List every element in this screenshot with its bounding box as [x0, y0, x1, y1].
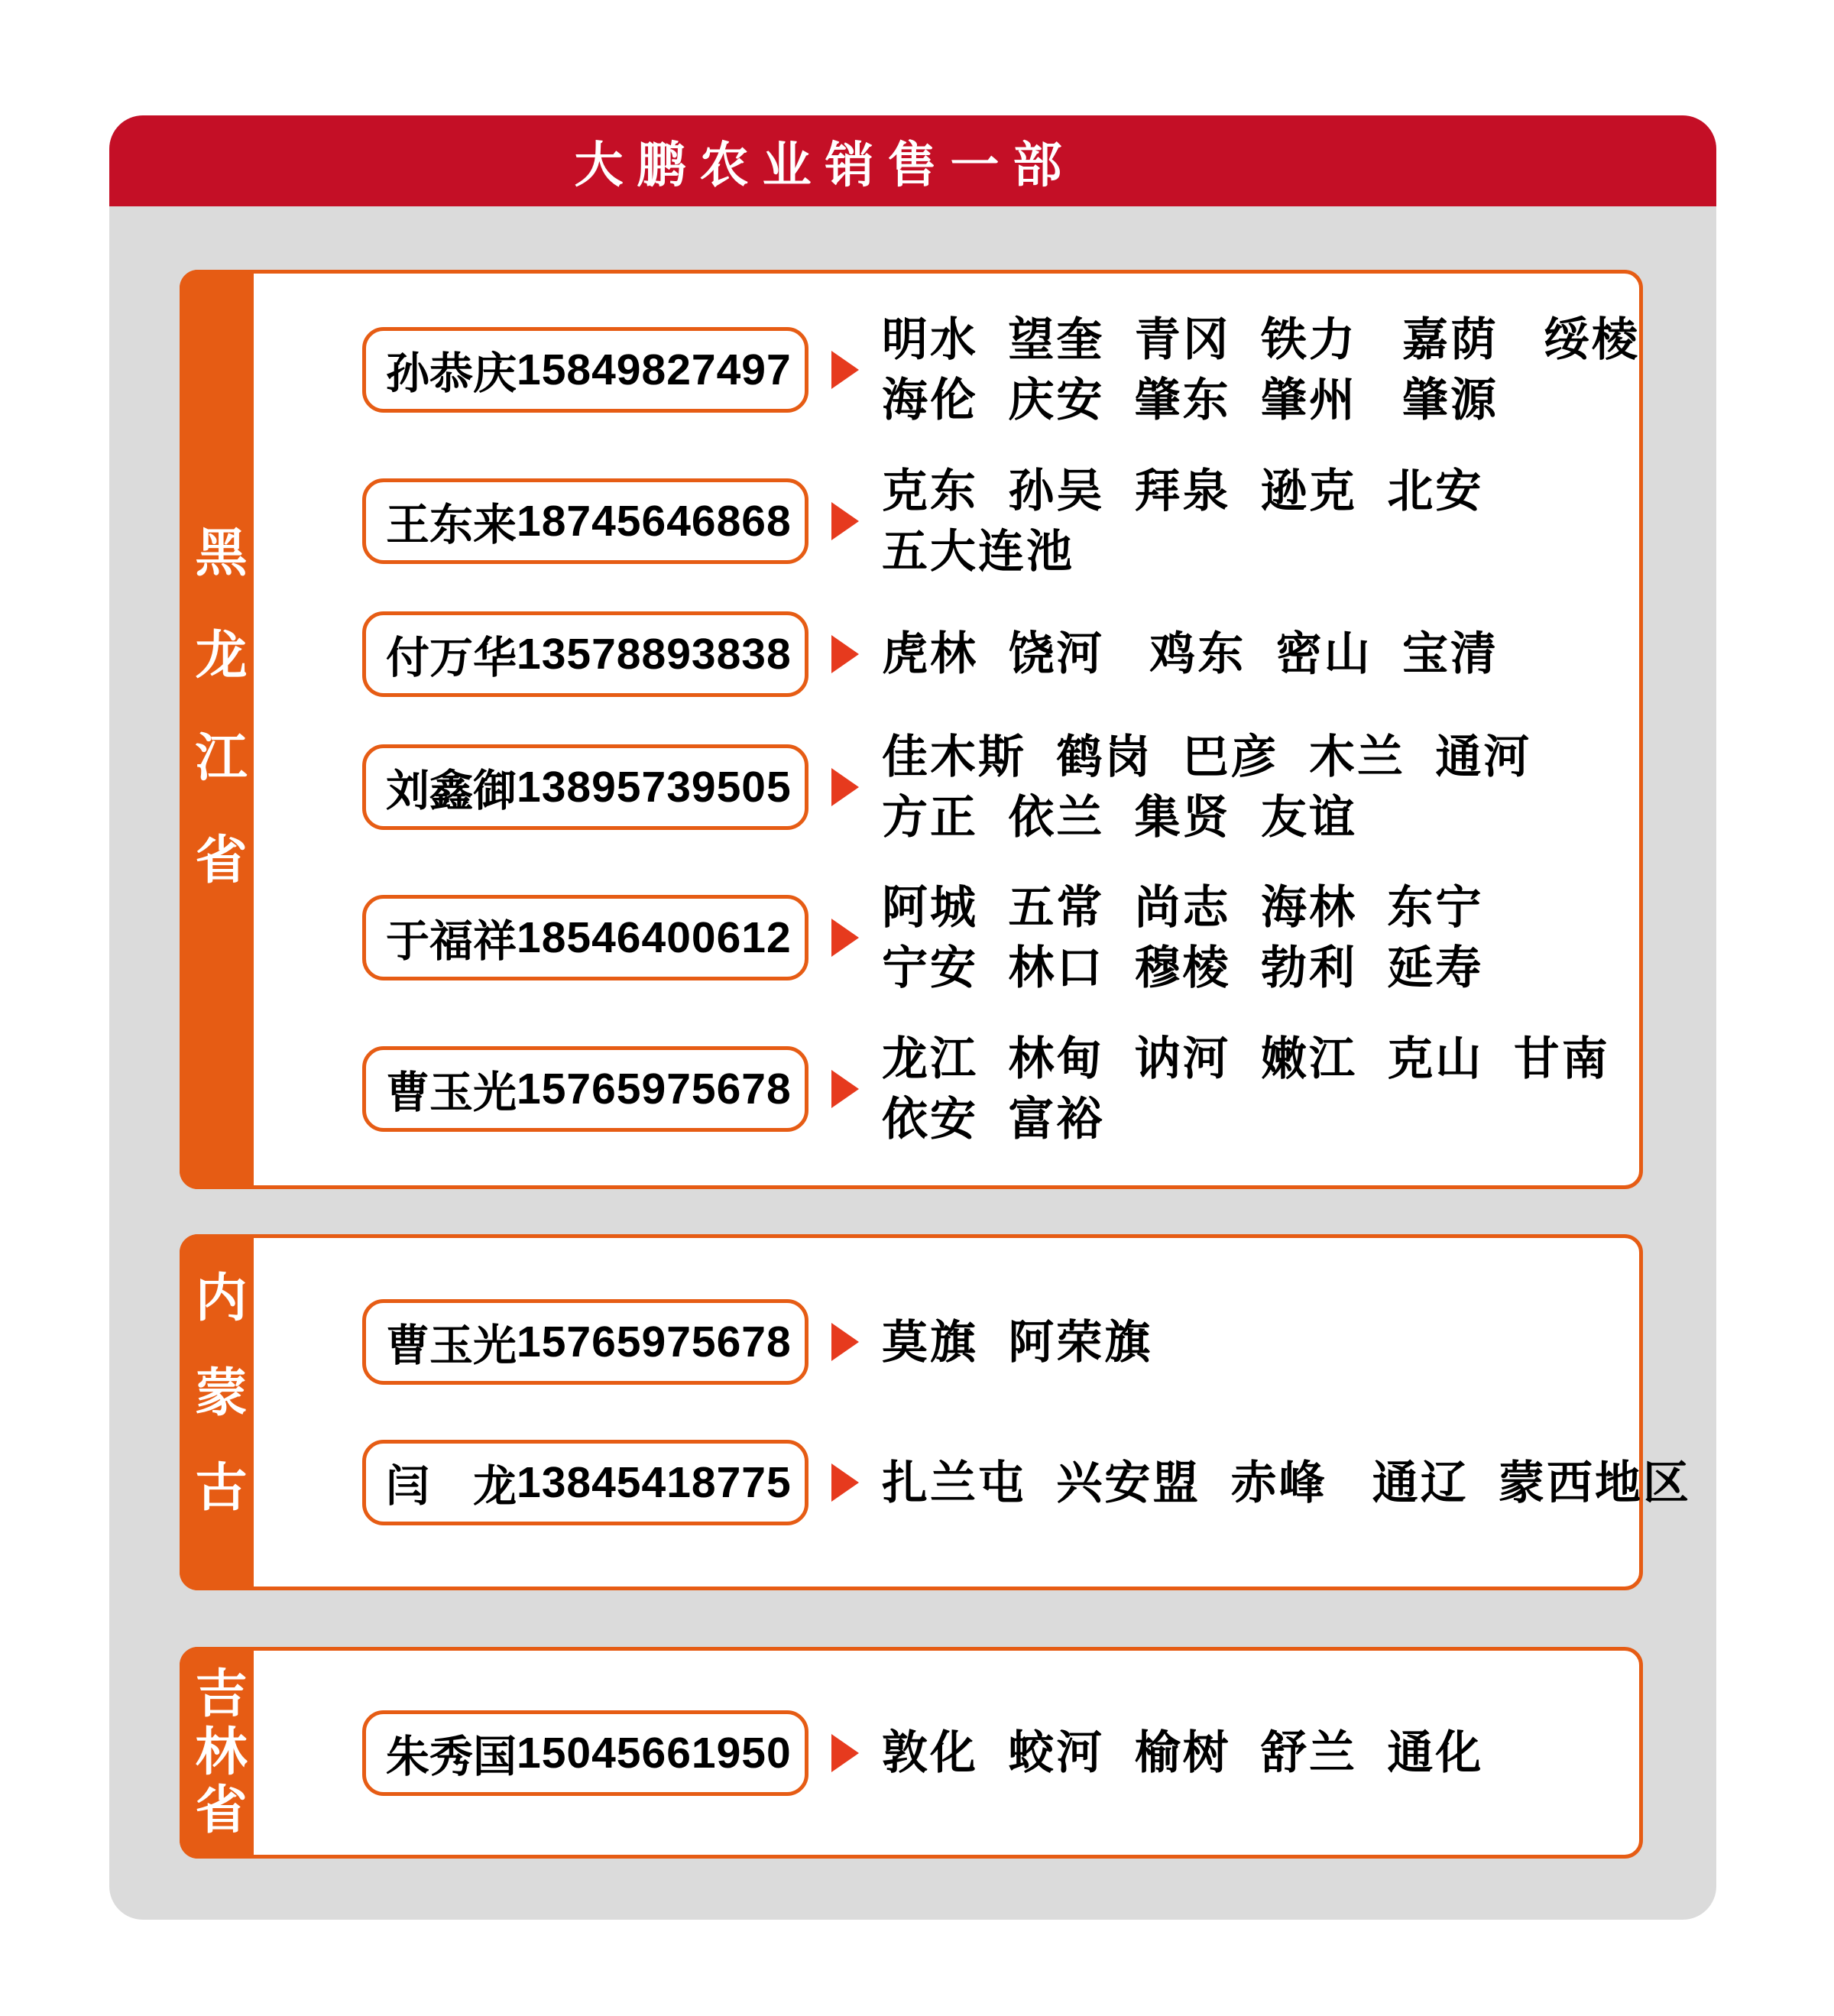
- contact-name: 曹玉光: [386, 1068, 517, 1117]
- region-line: 佳木斯 鹤岗 巴彦 木兰 通河: [882, 731, 1532, 783]
- contact-board: [109, 115, 1716, 1920]
- contact-row: [362, 461, 1624, 582]
- region-line: 五大连池: [882, 525, 1074, 577]
- contact-card: [362, 478, 808, 564]
- arrow-right-icon: [831, 1070, 859, 1108]
- contact-card: [362, 327, 808, 413]
- contact-name: 朱秀国: [386, 1732, 517, 1781]
- region-line: 阿城 五常 尚志 海林 东宁: [882, 882, 1484, 934]
- contact-card: [362, 1299, 808, 1385]
- contact-name: 付万华: [386, 633, 517, 682]
- arrow-right-icon: [831, 502, 859, 540]
- contact-phone: 13895739505: [517, 763, 792, 812]
- arrow-right-icon: [831, 919, 859, 957]
- arrow-right-icon: [831, 635, 859, 673]
- contact-row: [362, 877, 1624, 998]
- region-line: 克东 孙吴 拜泉 逊克 北安: [882, 465, 1484, 517]
- region-line: 龙江 林甸 讷河 嫩江 克山 甘南: [882, 1032, 1610, 1084]
- contact-rows: [254, 1651, 1639, 1855]
- region-line: 虎林 饶河 鸡东 密山 宝清: [882, 628, 1499, 680]
- region-line: 莫旗 阿荣旗: [882, 1316, 1153, 1368]
- contact-row: [362, 1029, 1624, 1149]
- region-list: [882, 624, 1499, 684]
- arrow-right-icon: [831, 1463, 859, 1502]
- region-list: [882, 877, 1483, 998]
- province-label: 吉林省: [188, 1665, 246, 1840]
- arrow-right-icon: [831, 351, 859, 389]
- contact-card: [362, 611, 808, 697]
- contact-row: [362, 727, 1624, 848]
- region-line: 敦化 蛟河 榆树 舒兰 通化: [882, 1727, 1484, 1778]
- contact-card: [362, 1440, 808, 1525]
- contact-row: [362, 1440, 1692, 1525]
- province-strip: [180, 270, 254, 1189]
- province-label: 内蒙古: [188, 1270, 246, 1554]
- contact-phone: 15765975678: [517, 1064, 792, 1113]
- region-line: 扎兰屯 兴安盟 赤峰 通辽 蒙西地区: [882, 1457, 1692, 1509]
- province-label: 黑龙江省: [188, 524, 246, 935]
- contact-card: [362, 895, 808, 980]
- contact-name: 于福祥: [386, 917, 517, 967]
- contact-name: 王东来: [386, 500, 517, 549]
- section-jilin: [180, 1647, 1643, 1859]
- contact-rows: [254, 1238, 1692, 1587]
- region-line: 宁安 林口 穆棱 勃利 延寿: [882, 942, 1484, 994]
- region-list: [882, 1312, 1152, 1373]
- contact-phone: 18546400612: [517, 913, 792, 963]
- contact-name: 曹玉光: [386, 1321, 517, 1370]
- region-list: [882, 461, 1483, 582]
- arrow-right-icon: [831, 1734, 859, 1772]
- contact-row: [362, 310, 1641, 430]
- contact-card: [362, 744, 808, 830]
- section-neimenggu: [180, 1234, 1692, 1590]
- region-list: [882, 1029, 1610, 1149]
- arrow-right-icon: [831, 768, 859, 806]
- region-line: 明水 望奎 青冈 铁力 嘉荫 绥棱: [882, 314, 1641, 366]
- contact-row: [362, 1299, 1624, 1385]
- contact-phone: 18745646868: [517, 496, 792, 546]
- header-bar: [109, 115, 1716, 206]
- arrow-right-icon: [831, 1323, 859, 1361]
- contact-name: 刘鑫御: [386, 767, 517, 816]
- region-list: [882, 310, 1640, 430]
- region-list: [882, 1723, 1483, 1783]
- province-strip: [180, 1647, 254, 1859]
- contact-phone: 13578893838: [517, 629, 792, 679]
- page-title: 大鹏农业销售一部: [574, 137, 1076, 193]
- region-line: 依安 富裕: [882, 1093, 1105, 1145]
- contact-card: [362, 1710, 808, 1796]
- region-line: 方正 依兰 集贤 友谊: [882, 792, 1358, 844]
- contact-rows: [254, 274, 1639, 1185]
- region-list: [882, 727, 1531, 848]
- section-heilongjiang: [180, 270, 1643, 1189]
- contact-phone: 13845418775: [517, 1458, 792, 1507]
- contact-phone: 15849827497: [517, 345, 792, 395]
- contact-name: 孙恭庆: [386, 349, 517, 399]
- province-strip: [180, 1234, 254, 1590]
- contact-row: [362, 611, 1624, 697]
- region-line: 海伦 庆安 肇东 肇州 肇源: [882, 374, 1499, 426]
- contact-card: [362, 1046, 808, 1132]
- contact-phone: 15045661950: [517, 1728, 792, 1778]
- region-list: [882, 1453, 1691, 1513]
- contact-name: 闫 龙: [386, 1462, 517, 1511]
- contact-row: [362, 1710, 1624, 1796]
- contact-phone: 15765975678: [517, 1318, 792, 1366]
